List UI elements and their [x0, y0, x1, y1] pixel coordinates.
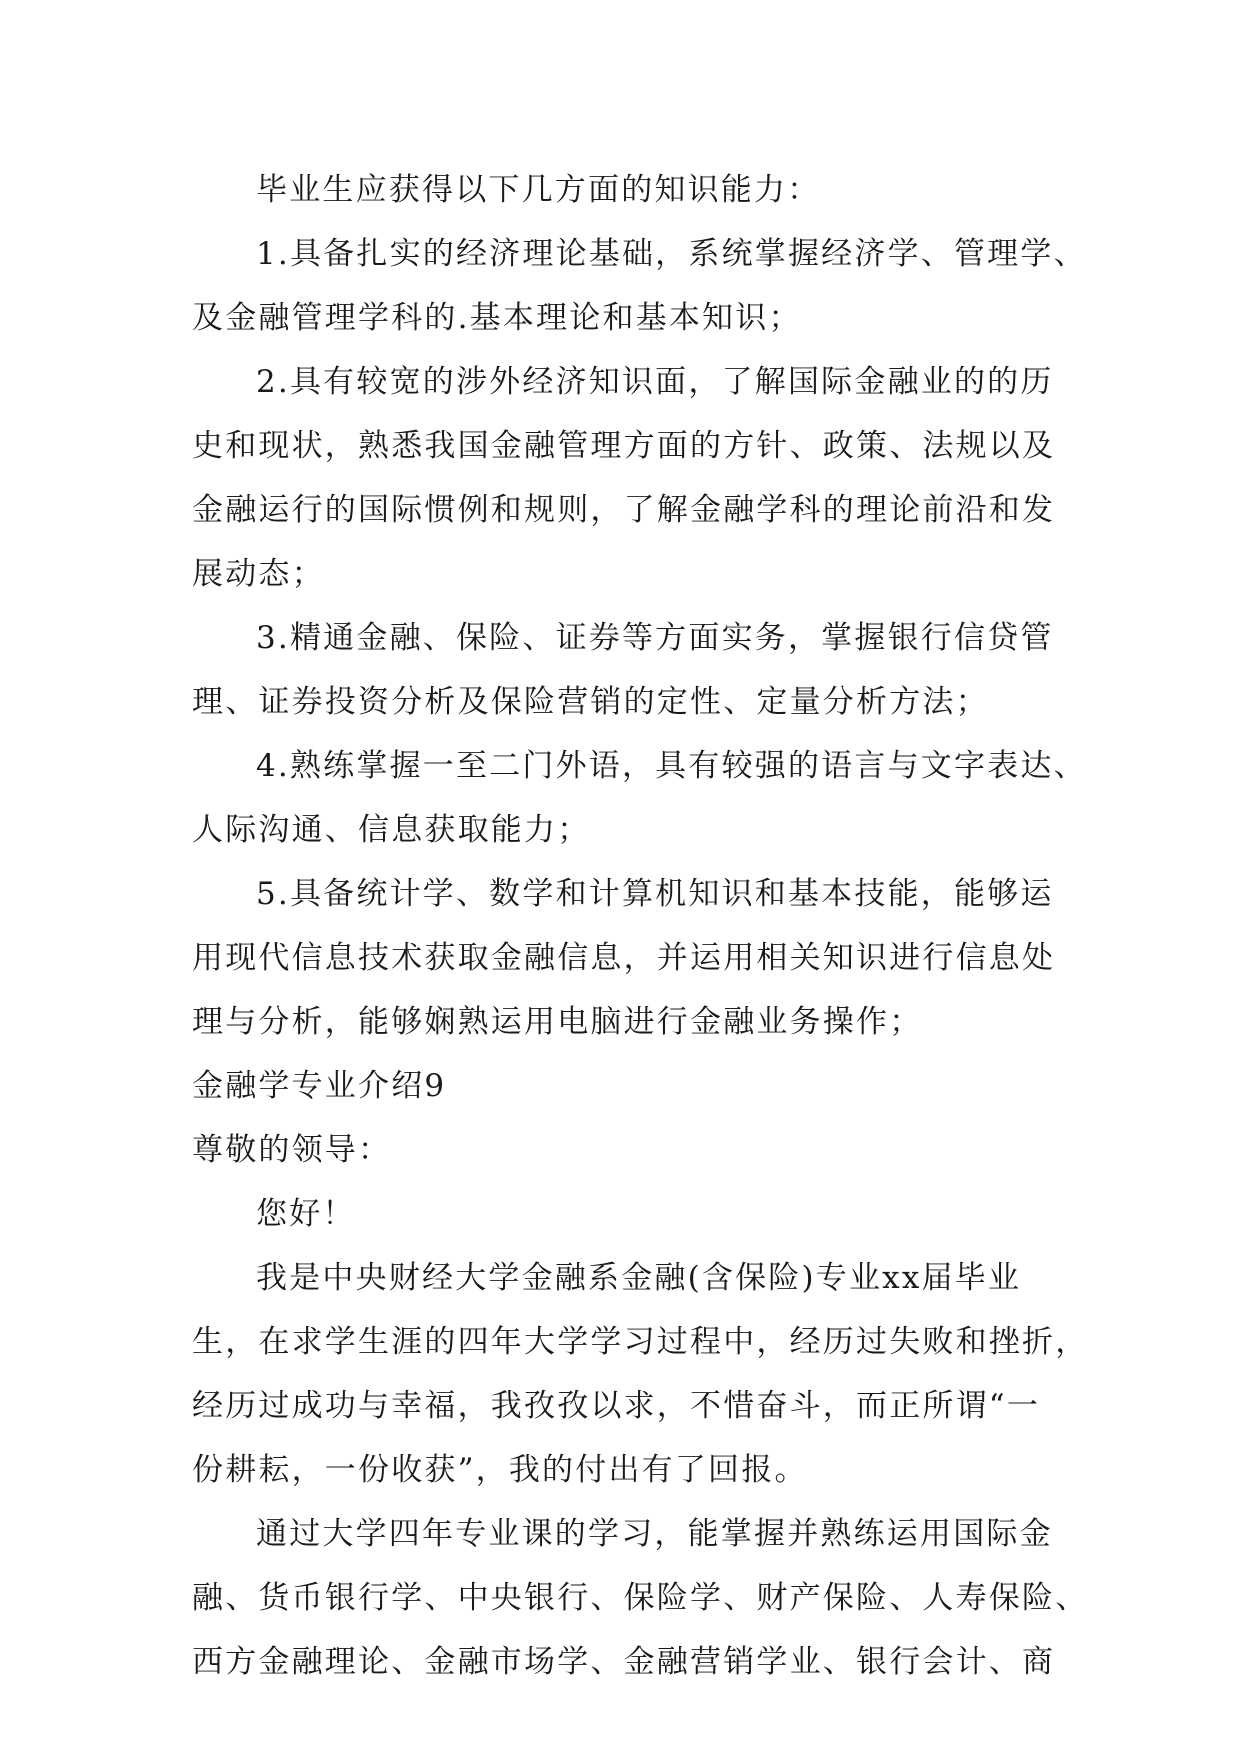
text-line: 我是中央财经大学金融系金融(含保险)专业xx届毕业: [256, 1260, 1022, 1296]
text-line: 2.具有较宽的涉外经济知识面，了解国际金融业的的历: [256, 364, 1054, 400]
text-line: 通过大学四年专业课的学习，能掌握并熟练运用国际金: [256, 1516, 1053, 1552]
text-line: 毕业生应获得以下几方面的知识能力：: [256, 172, 821, 208]
text-line: 理与分析，能够娴熟运用电脑进行金融业务操作；: [192, 1004, 923, 1040]
text-line: 5.具备统计学、数学和计算机知识和基本技能，能够运: [256, 876, 1054, 912]
text-line: 您好！: [256, 1196, 356, 1232]
text-line: 金融学专业介绍9: [192, 1068, 447, 1104]
text-line: 尊敬的领导：: [192, 1132, 392, 1168]
text-line: 3.精通金融、保险、证券等方面实务，掌握银行信贷管: [256, 620, 1054, 656]
text-line: 史和现状，熟悉我国金融管理方面的方针、政策、法规以及: [192, 428, 1056, 464]
text-line: 西方金融理论、金融市场学、金融营销学业、银行会计、商: [192, 1644, 1056, 1680]
text-line: 融、货币银行学、中央银行、保险学、财产保险、人寿保险、: [192, 1580, 1089, 1616]
text-line: 金融运行的国际惯例和规则，了解金融学科的理论前沿和发: [192, 492, 1056, 528]
document-body: [192, 158, 1089, 1694]
text-line: 理、证券投资分析及保险营销的定性、定量分析方法；: [192, 684, 989, 720]
text-line: 展动态；: [192, 556, 325, 592]
text-line: 人际沟通、信息获取能力；: [192, 812, 591, 848]
text-line: 1.具备扎实的经济理论基础，系统掌握经济学、管理学、: [256, 236, 1087, 272]
text-line: 及金融管理学科的.基本理论和基本知识；: [192, 300, 802, 336]
text-line: 经历过成功与幸福，我孜孜以求，不惜奋斗，而正所谓“一: [192, 1388, 1041, 1424]
text-line: 用现代信息技术获取金融信息，并运用相关知识进行信息处: [192, 940, 1056, 976]
text-line: 4.熟练掌握一至二门外语，具有较强的语言与文字表达、: [256, 748, 1087, 784]
text-line: 份耕耘，一份收获”，我的付出有了回报。: [192, 1452, 808, 1488]
text-line: 生，在求学生涯的四年大学学习过程中，经历过失败和挫折，: [192, 1324, 1089, 1360]
